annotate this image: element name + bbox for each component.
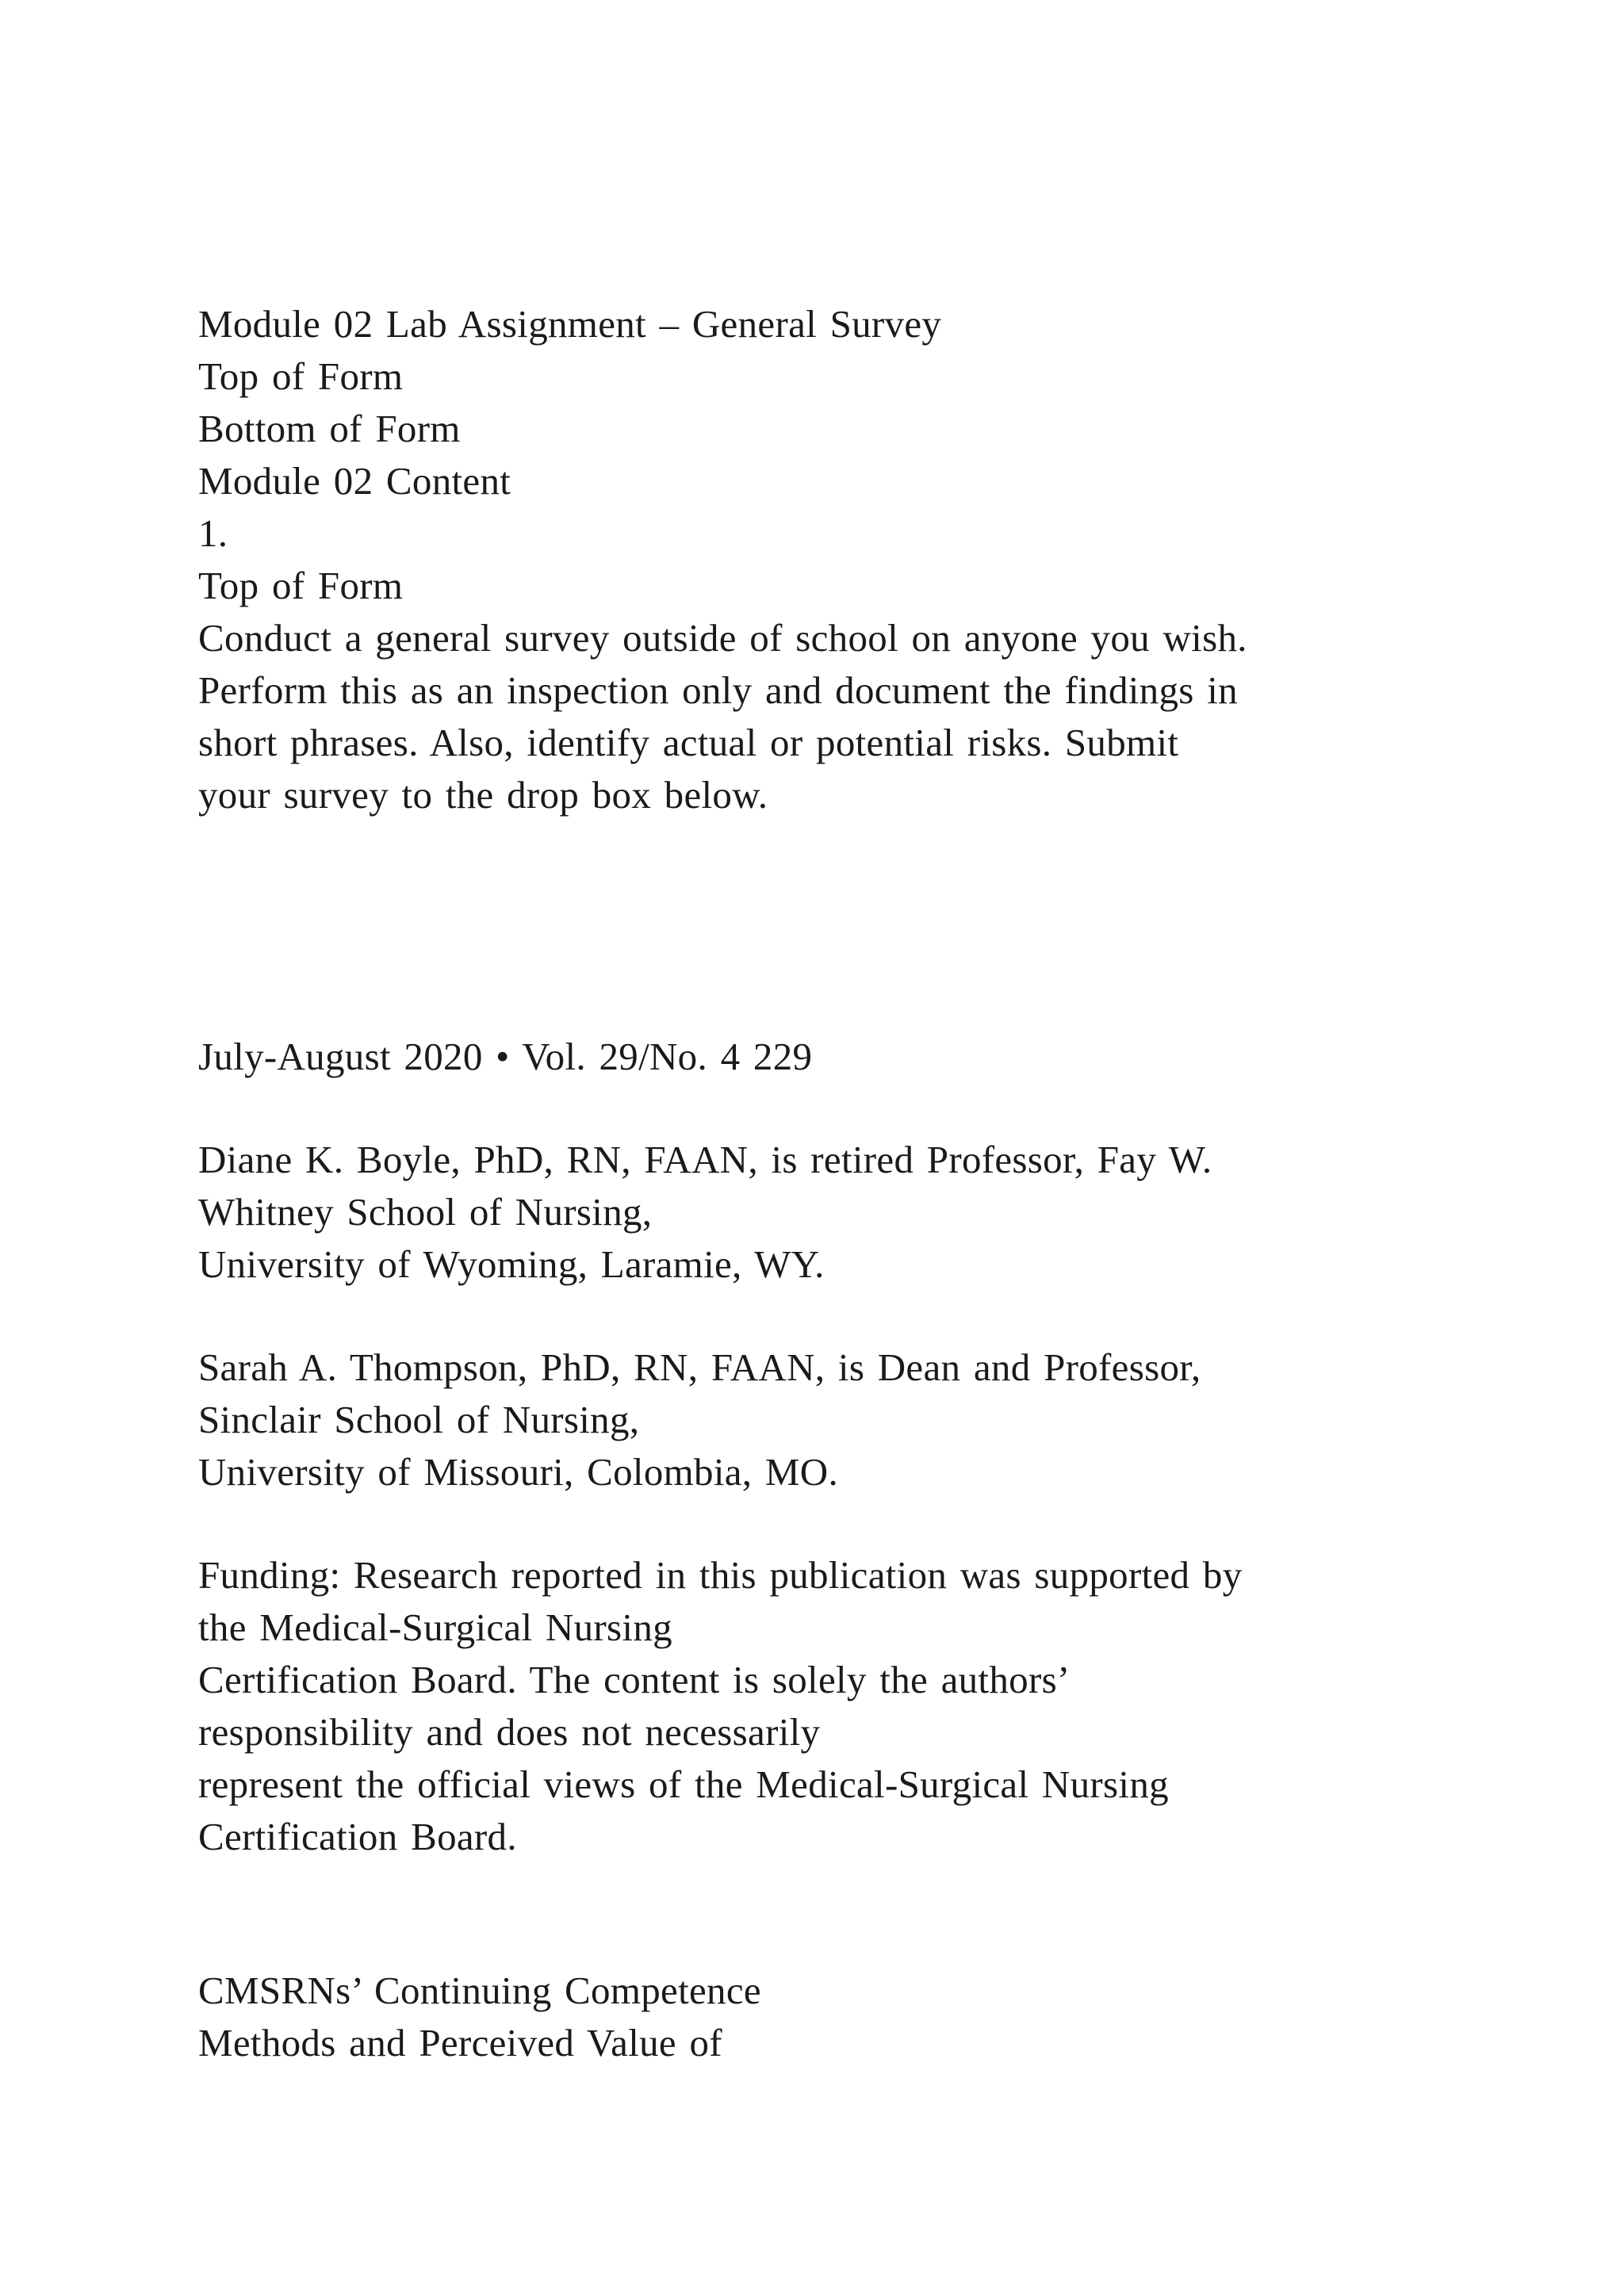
funding-statement — [198, 1549, 1467, 1863]
funding-line: responsibility and does not necessarily — [198, 1710, 821, 1754]
module-content-heading: Module 02 Content — [198, 459, 511, 503]
module-assignment-section — [198, 298, 1467, 821]
funding-line: Certification Board. — [198, 1815, 517, 1858]
author-bio-line: University of Missouri, Colombia, MO. — [198, 1450, 839, 1494]
article-title — [198, 1965, 1467, 2069]
funding-line: represent the official views of the Medical-Surgical Nursing — [198, 1762, 1169, 1806]
instruction-text-line: Perform this as an inspection only and document the findings in — [198, 668, 1238, 712]
journal-issue-line: July-August 2020 • Vol. 29/No. 4 229 — [198, 1035, 813, 1078]
author-bio-line: Diane K. Boyle, PhD, RN, FAAN, is retired Professor, Fay W. — [198, 1138, 1212, 1181]
author-bio-line: Sarah A. Thompson, PhD, RN, FAAN, is Dean and Professor, — [198, 1345, 1201, 1389]
instruction-text-line: short phrases. Also, identify actual or potential risks. Submit — [198, 721, 1179, 764]
instruction-text-line: Conduct a general survey outside of school on anyone you wish. — [198, 616, 1247, 660]
item-number: 1. — [198, 511, 228, 555]
article-title-line: CMSRNs’ Continuing Competence — [198, 1969, 761, 2012]
journal-citation — [198, 1031, 1467, 1083]
top-of-form-label: Top of Form — [198, 354, 404, 398]
article-title-line: Methods and Perceived Value of — [198, 2021, 722, 2064]
instruction-text-line: your survey to the drop box below. — [198, 773, 768, 817]
funding-line: the Medical-Surgical Nursing — [198, 1605, 672, 1649]
assignment-title: Module 02 Lab Assignment – General Survey — [198, 302, 942, 346]
author-bio-boyle — [198, 1134, 1467, 1291]
author-bio-line: Whitney School of Nursing, — [198, 1190, 653, 1234]
author-bio-thompson — [198, 1341, 1467, 1498]
top-of-form-label: Top of Form — [198, 564, 404, 607]
author-bio-line: Sinclair School of Nursing, — [198, 1398, 640, 1441]
funding-line: Funding: Research reported in this publication was supported by — [198, 1553, 1243, 1597]
funding-line: Certification Board. The content is solely the authors’ — [198, 1658, 1071, 1701]
bottom-of-form-label: Bottom of Form — [198, 407, 461, 450]
author-bio-line: University of Wyoming, Laramie, WY. — [198, 1242, 825, 1286]
